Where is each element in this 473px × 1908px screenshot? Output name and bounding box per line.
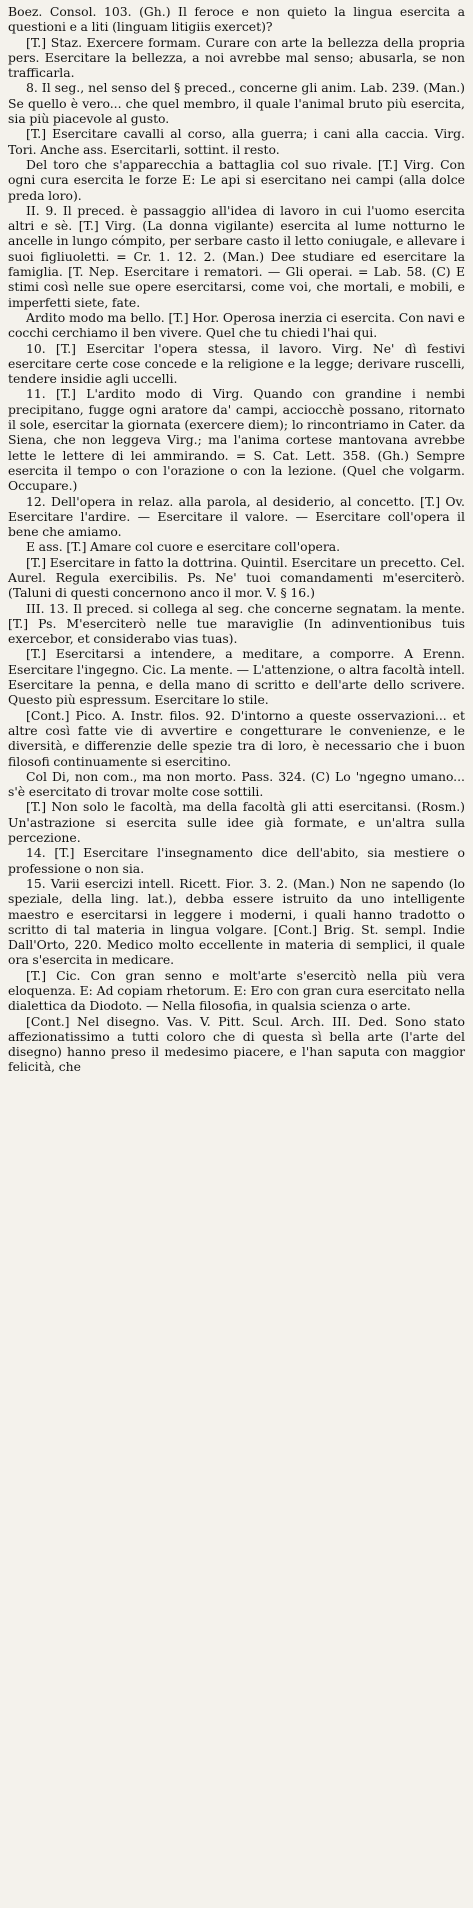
paragraph-3: 8. Il seg., nel senso del § preced., concerne gli anim. Lab. 239. (Man.) Se quello è vero... che quel membro, il quale l'animal bruto più esercita, sia più piacevole al gusto.: [8, 80, 465, 127]
paragraph-18: 14. [T.] Esercitare l'insegnamento dice dell'abito, sia mestiere o professione o non sia.: [8, 845, 465, 876]
paragraph-8: 10. [T.] Esercitar l'opera stessa, il lavoro. Virg. Ne' dì festivi esercitare certe cose concede e la religione e la legge; derivare ruscelli, tendere insidie agli uccelli.: [8, 340, 465, 387]
paragraph-9: 11. [T.] L'ardito modo di Virg. Quando con grandine i nembi precipitano, fugge ogni aratore da' campi, acciocchè possano, ritornato il sole, esercitar la giornata (exercere diem); lo rincontriamo in Cater. da Siena, che non leggeva Virg.; ma l'anima cortese mantovana avrebbe lette le lettere di lei ammirando. = S. Cat. Lett. 358. (Gh.) Sempre esercita il tempo o con l'orazione o con la lezione. (Quel che volgarm. Occupare.): [8, 386, 465, 494]
paragraph-4: [T.] Esercitare cavalli al corso, alla guerra; i cani alla caccia. Virg. Tori. Anche ass. Esercitarli, sottint. il resto.: [8, 126, 465, 157]
paragraph-13: III. 13. Il preced. si collega al seg. che concerne segnatam. la mente. [T.] Ps. M'eserciterò nelle tue maraviglie (In adinventionibus tuis exercebor, et considerabo vias tuas).: [8, 600, 465, 647]
paragraph-5: Del toro che s'apparecchia a battaglia col suo rivale. [T.] Virg. Con ogni cura esercita le forze E: Le api si esercitano nei campi (alla dolce preda loro).: [8, 156, 465, 203]
paragraph-14: [T.] Esercitarsi a intendere, a meditare, a comporre. A Erenn. Esercitare l'ingegno. Cic. La mente. — L'attenzione, o altra facoltà intell. Esercitare la penna, e della mano di scritto e dell'arte dello scrivere. Questo più espressum. Esercitare lo stile.: [8, 646, 465, 708]
paragraph-7: Ardito modo ma bello. [T.] Hor. Operosa inerzia ci esercita. Con navi e cocchi cerchiamo il ben vivere. Quel che tu chiedi l'hai qui.: [8, 309, 465, 341]
paragraph-10: 12. Dell'opera in relaz. alla parola, al desiderio, al concetto. [T.] Ov. Esercitare l'ardire. — Esercitare il valore. — Esercitare coll'opera il bene che amiamo.: [8, 493, 465, 540]
paragraph-2: [T.] Staz. Exercere formam. Curare con arte la bellezza della propria pers. Esercitare la bellezza, a noi avrebbe mal senso; abusarla, se non trafficarla.: [8, 34, 465, 81]
paragraph-20: [T.] Cic. Con gran senno e molt'arte s'esercitò nella più vera eloquenza. E: Ad copiam rhetorum. E: Ero con gran cura esercitato nella dialettica da Diodoto. — Nella filosofia, in qualsia scienza o arte.: [8, 967, 465, 1014]
paragraph-21: [Cont.] Nel disegno. Vas. V. Pitt. Scul. Arch. III. Ded. Sono stato affezionatissimo a tutti coloro che di questa sì bella arte (l'arte del disegno) hanno preso il medesimo piacere, e l'han saputa con maggior felicità, che: [8, 1013, 465, 1075]
paragraph-1: Boez. Consol. 103. (Gh.) Il feroce e non quieto la lingua esercita a questioni e a liti (linguam litigiis exercet)?: [8, 4, 465, 35]
paragraph-11: E ass. [T.] Amare col cuore e esercitare coll'opera.: [26, 539, 341, 555]
paragraph-17: [T.] Non solo le facoltà, ma della facoltà gli atti esercitansi. (Rosm.) Un'astrazione si esercita sulle idee già formate, e un'altra sulla percezione.: [8, 799, 465, 846]
paragraph-12: [T.] Esercitare in fatto la dottrina. Quintil. Esercitare un precetto. Cel. Aurel. Regula exercibilis. Ps. Ne' tuoi comandamenti m'eserciterò. (Taluni di questi concernono anco il mor. V. § 16.): [8, 554, 465, 601]
paragraph-19: 15. Varii esercizi intell. Ricett. Fior. 3. 2. (Man.) Non ne sapendo (lo speziale, della ling. lat.), debba essere istruito da uno intelligente maestro e esercitarsi in leggere i moderni, i quali hanno tradotto o scritto di tal materia in lingua volgare. [Cont.] Brig. St. sempl. Indie Dall'Orto, 220. Medico molto eccellente in materia di semplici, il quale ora s'esercita in medicare.: [8, 875, 465, 968]
paragraph-16: Col Di, non com., ma non morto. Pass. 324. (C) Lo 'ngegno umano... s'è esercitato di trovar molte cose sottili.: [8, 768, 465, 800]
paragraph-15: [Cont.] Pico. A. Instr. filos. 92. D'intorno a queste osservazioni... et altre così fatte vie di avvertire e congetturare le convenienze, e le diversità, e differenzie delle spezie tra di loro, è necessario che i buon filosofi continuamente si esercitino.: [8, 707, 465, 769]
paragraph-6: II. 9. Il preced. è passaggio all'idea di lavoro in cui l'uomo esercita altri e sè. [T.] Virg. (La donna vigilante) esercita al lume notturno le ancelle in lungo cómpito, per serbare casto il letto coniugale, e allevare i suoi figliuoletti. = Cr. 1. 12. 2. (Man.) Dee studiare ed esercitare la famiglia. [T. Nep. Esercitare i rematori. — Gli operai. = Lab. 58. (C) E stimi così nelle sue opere esercitarsi, come voi, che mortali, e mobili, e imperfetti siete, fate.: [8, 202, 465, 310]
